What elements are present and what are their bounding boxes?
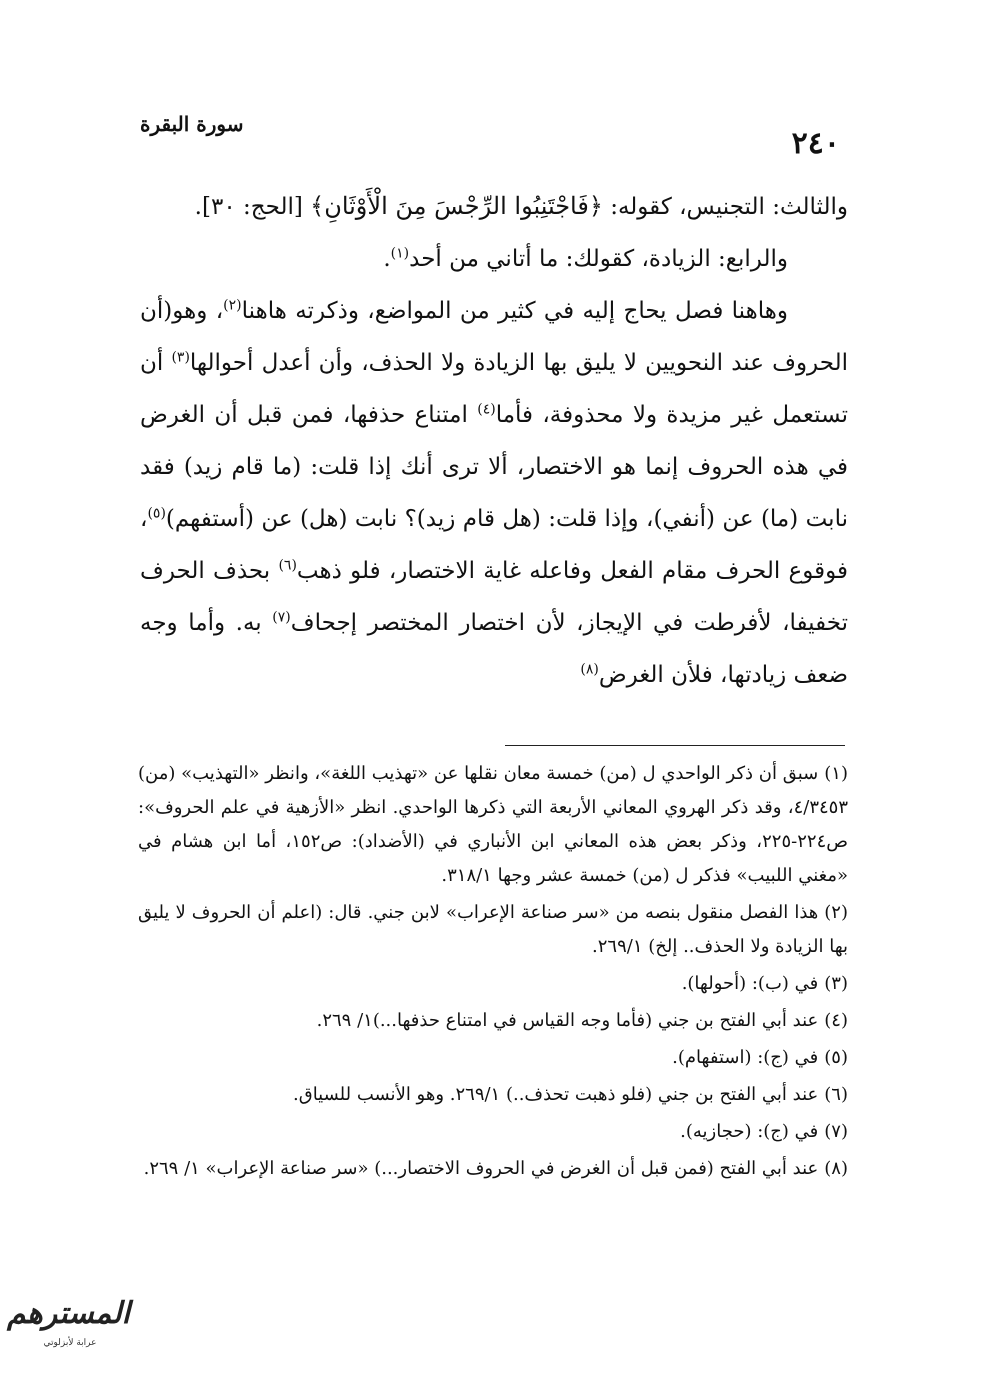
footnote-item: (٤)عند أبي الفتح بن جني (فأما وجه القياس في امتناع حذفها...)١/ ٢٦٩.	[138, 1004, 848, 1038]
footnote-number: (١)	[824, 763, 848, 784]
footnote-ref[interactable]: (٧)	[272, 609, 291, 626]
quran-verse: ﴿فَاجْتَنِبُوا الرِّجْسَ مِنَ الْأَوْثَانِ﴾	[310, 192, 603, 220]
footnote-ref[interactable]: (٢)	[223, 297, 242, 314]
footnote-number: (٢)	[824, 902, 848, 923]
footnote-ref[interactable]: (٥)	[147, 505, 166, 522]
main-text	[140, 180, 848, 701]
footnote-item: (٢)هذا الفصل منقول بنصه من «سر صناعة الإعراب» لابن جني. قال: (اعلم أن الحروف لا يليق بها الزيادة ولا الحذف.. إلخ) ٢٦٩/١.	[138, 896, 848, 964]
footnote-ref[interactable]: (٣)	[171, 349, 190, 366]
footnote-number: (٧)	[824, 1121, 848, 1142]
footnote-number: (٨)	[824, 1158, 848, 1179]
footnotes	[138, 757, 848, 1189]
footnote-item: (٥)في (ج): (استفهام).	[138, 1041, 848, 1075]
logo-subtext: عرابة لأبزلوتي	[43, 1338, 97, 1348]
footnote-number: (٤)	[824, 1010, 848, 1031]
footnote-ref[interactable]: (١)	[390, 245, 410, 262]
paragraph-third: والثالث: التجنيس، كقوله: ﴿فَاجْتَنِبُوا الرِّجْسَ مِنَ الْأَوْثَانِ﴾ [الحج: ٣٠].	[194, 192, 848, 220]
footnote-item: (٨)عند أبي الفتح (فمن قبل أن الغرض في الحروف الاختصار...) «سر صناعة الإعراب» ١/ ٢٦٩.	[138, 1152, 848, 1186]
logo-text: المسترهم	[7, 1296, 130, 1331]
paragraph-section: وهاهنا فصل يحاج إليه في كثير من المواضع، وذكرته هاهنا$^{(٢)}$، وهو(أن الحروف عند النحويين لا يليق بها الزيادة ولا الحذف، وأن أعدل أحوالها$^{(٣)}$ أن تستعمل غير مزيدة ولا محذوفة، فأما$^{(٤)}$ امتناع حذفها، فمن قبل أن الغرض في هذه الحروف إنما هو الاختصار، ألا ترى أنك إذا قلت: (ما قام زيد) فقد نابت (ما) عن (أنفي)، وإذا قلت: (هل قام زيد)؟ نابت (هل) عن (أستفهم)$^{(٥)}$، فوقوع الحرف مقام الفعل وفاعله غاية الاختصار، فلو ذهب$^{(٦)}$ بحذف الحرف تخفيفا، لأفرطت في الإيجاز، لأن اختصار المختصر إجحاف$^{(٧)}$ به. وأما وجه ضعف زيادتها، فلأن الغرض$^{(٨)}$	[140, 297, 849, 688]
footnote-divider	[505, 745, 845, 746]
footnote-number: (٥)	[824, 1047, 848, 1068]
footnote-number: (٦)	[824, 1084, 848, 1105]
page-number: ٢٤٠	[791, 126, 840, 161]
footnote-ref[interactable]: (٦)	[278, 557, 297, 574]
verse-reference: [الحج: ٣٠].	[194, 194, 311, 220]
footnote-number: (٣)	[824, 973, 848, 994]
footnote-item: (٦)عند أبي الفتح بن جني (فلو ذهبت تحذف..) ٢٦٩/١. وهو الأنسب للسياق.	[138, 1078, 848, 1112]
footnote-item: (٣)في (ب): (أحولها).	[138, 967, 848, 1001]
running-title: سورة البقرة	[140, 112, 244, 136]
paragraph-fourth: والرابع: الزيادة، كقولك: ما أتاني من أحد$^{(١)}$.	[383, 245, 788, 272]
footnote-item: (٧)في (ج): (حجازيه).	[138, 1115, 848, 1149]
watermark-logo	[7, 1292, 130, 1362]
footnote-item: (١)سبق أن ذكر الواحدي ل (من) خمسة معان نقلها عن «تهذيب اللغة»، وانظر «التهذيب» (من) ٤/٣٤٥٣، وقد ذكر الهروي المعاني الأربعة التي ذكرها الواحدي. انظر «الأزهية في علم الحروف»: ص٢٢٤-٢٢٥، وذكر بعض هذه المعاني ابن الأنباري في (الأضداد): ص١٥٢، أما ابن هشام في «مغني اللبيب» فذكر ل (من) خمسة عشر وجها ٣١٨/١.	[138, 757, 848, 893]
page-header	[140, 112, 840, 161]
footnote-ref[interactable]: (٨)	[580, 661, 599, 678]
footnote-ref[interactable]: (٤)	[477, 401, 496, 418]
